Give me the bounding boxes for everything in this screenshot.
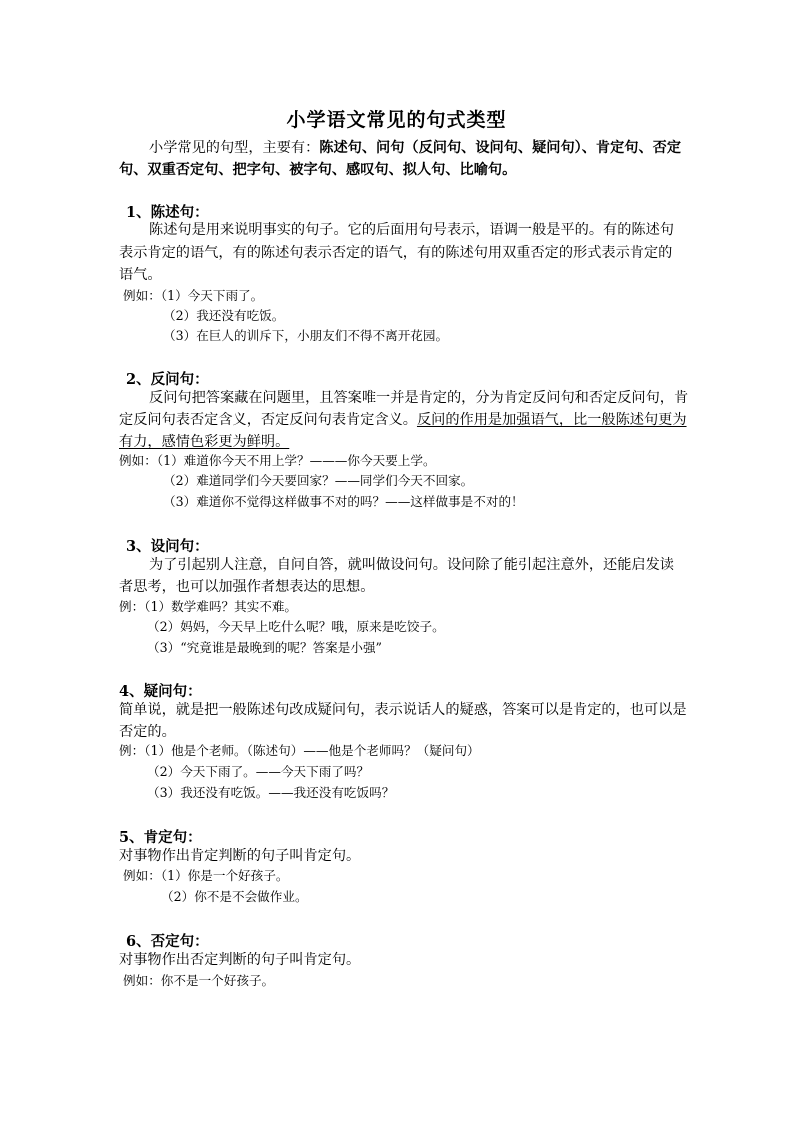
intro-line-2: 句、双重否定句、把字句、被字句、感叹句、拟人句、比喻句。 [119, 162, 517, 178]
underlined-text: 反问的作用是加强语气，比一般陈述句更为 [416, 412, 687, 428]
example-line: （3）在巨人的训斥下，小朋友们不得不离开花园。 [163, 328, 449, 343]
example-line: （3）我还没有吃饭。——我还没有吃饭吗？ [147, 785, 395, 800]
example-line: （2）我还没有吃饭。 [163, 308, 285, 323]
page-title: 小学语文常见的句式类型 [286, 109, 507, 131]
underlined-text: 有力，感情色彩更为鲜明。 [119, 434, 290, 450]
intro-sentence-types: 陈述句、问句（反问句、设问句、疑问句）、肯定句、否定 [319, 140, 682, 156]
example-line: （2）你不是不会做作业。 [161, 889, 308, 904]
example-line: （2）难道同学们今天要回家？——同学们今天不回家。 [163, 473, 474, 488]
section-body-line: 语气。 [119, 267, 162, 283]
example-line: 例如：你不是一个好孩子。 [123, 973, 275, 988]
example-line: 例如：（1）你是一个好孩子。 [123, 868, 289, 883]
section-heading-question: 4、疑问句： [119, 683, 202, 700]
body-text: 定反问句表否定含义，否定反问句表肯定含义。 [119, 412, 417, 428]
example-line: （2）今天下雨了。——今天下雨了吗？ [147, 764, 370, 779]
section-body-line: 表示肯定的语气，有的陈述句表示否定的语气，有的陈述句用双重否定的形式表示肯定的 [119, 245, 673, 261]
section-heading-rhetorical: 2、反问句： [126, 371, 209, 388]
section-heading-negative: 6、否定句： [126, 933, 209, 950]
section-body-line [119, 432, 679, 452]
section-body-line: 对事物作出否定判断的句子叫肯定句。 [119, 952, 361, 968]
example-line: 例如：（1）难道你今天不用上学？———你今天要上学。 [119, 453, 436, 468]
example-line: 例如：（1）今天下雨了。 [123, 288, 264, 303]
section-heading-statement: 1、陈述句： [126, 204, 209, 221]
section-body-line: 者思考，也可以加强作者想表达的思想。 [119, 579, 375, 595]
intro-line-1 [119, 138, 682, 158]
section-body-line: 否定的。 [119, 724, 176, 740]
example-line: （3）难道你不觉得这样做事不对的吗？——这样做事是不对的！ [163, 494, 524, 509]
section-body-line: 对事物作出肯定判断的句子叫肯定句。 [119, 848, 361, 864]
intro-text: 小学常见的句型，主要有： [149, 140, 320, 156]
section-body-line: 反问句把答案藏在问题里，且答案唯一并是肯定的，分为肯定反问句和否定反问句，肯 [149, 390, 689, 406]
section-body-line: 陈述句是用来说明事实的句子。它的后面用句号表示，语调一般是平的。有的陈述句 [149, 222, 674, 238]
section-heading-self-question: 3、设问句： [126, 538, 209, 555]
section-body-line [119, 410, 687, 430]
example-line: （2）妈妈，今天早上吃什么呢？哦，原来是吃饺子。 [147, 619, 445, 634]
section-heading-affirmative: 5、肯定句： [119, 829, 202, 846]
section-body-line: 为了引起别人注意，自问自答，就叫做设问句。设问除了能引起注意外，还能启发读 [149, 557, 674, 573]
example-line: 例：（1）数学难吗？其实不难。 [119, 599, 298, 614]
section-body-line: 简单说，就是把一般陈述句改成疑问句，表示说话人的疑惑，答案可以是肯定的，也可以是 [119, 702, 687, 718]
example-line: （3）“究竟谁是最晚到的呢？答案是小强” [147, 640, 382, 655]
example-line: 例：（1）他是个老师。（陈述句）——他是个老师吗？（疑问句） [119, 743, 480, 758]
